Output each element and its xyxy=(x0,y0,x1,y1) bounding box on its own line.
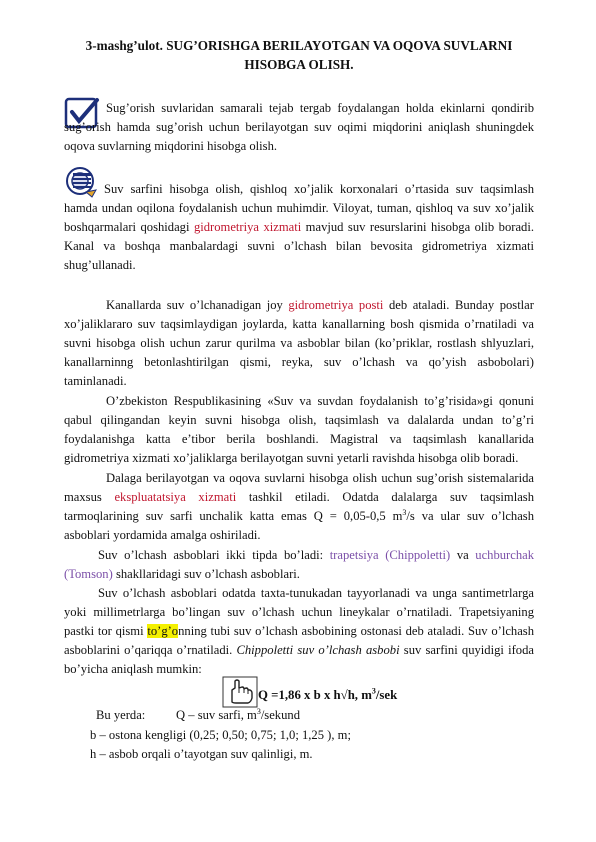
paragraph-1-text: Sug’orish suvlaridan samarali tejab tergab foydalangan holda ekinlarni qondirib sug’orish hamda sug’orish uchun berilayotgan suv oqimi miqdorini aniqlash shuningdek oqova suvlarning miqdorini hisobga olish. xyxy=(64,101,534,154)
paragraph-3-text-b: deb ataladi. Bunday postlar xo’jaliklararo suv taqsimlaydigan joylarda, katta kanallarning bosh qismida o’rnatiladi va suvni hisobga olish uchun zarur qurilma va asboblar bilan (ko’priklar, rostlash shlyuzlari, kanallarninng betonlashtirilgan qismi, reyka, suv o’lchash va qo’yish asbobolari) taminlanadi. xyxy=(64,298,534,389)
paragraph-6-text-b: va xyxy=(450,548,476,562)
paragraph-7 xyxy=(64,584,534,679)
paragraph-1 xyxy=(64,99,534,156)
paragraph-4 xyxy=(64,392,534,468)
where-line xyxy=(96,708,145,723)
paragraph-3 xyxy=(64,296,534,391)
pointing-hand-icon xyxy=(222,676,258,708)
where-b-text: b – ostona kengligi (0,25; 0,50; 0,75; 1,0; 1,25 ), m; xyxy=(90,728,351,742)
where-label: Bu yerda: xyxy=(96,708,146,722)
title-line-1: 3-mashg’ulot. SUG’ORISHGA BERILAYOTGAN VA OQOVA SUVLARNI xyxy=(85,38,513,53)
paragraph-7-text-c: suv sarfini quyidigi ifoda bo’yicha aniqlash mumkin: xyxy=(64,643,534,677)
paragraph-3-text-a: Kanallarda suv o’lchanadigan joy xyxy=(106,298,289,312)
formula-superscript: 3 xyxy=(371,686,376,696)
paragraph-2-text-a: Suv sarfini hisobga olish, qishloq xo’jalik korxonalari o’rtasida suv taqsimlash hamda undan oqilona foydalanish uchun muhimdir. Viloyat, tuman, qishloq va suv xo’jalik boshqarmalari qoshidagi xyxy=(64,182,534,235)
where-q xyxy=(176,708,300,723)
title-line-2: HISOBGA OLISH. xyxy=(244,57,354,72)
paragraph-2 xyxy=(64,180,534,275)
where-q-superscript: 3 xyxy=(256,706,261,716)
paragraph-5-text-c: /s va ular suv o’lchash asboblari yordamida amalga oshiriladi. xyxy=(64,509,535,543)
term-gidrometriya-xizmati: gidrometriya xizmati xyxy=(193,220,302,235)
paragraph-7-text-a: Suv o’lchash asboblari odatda taxta-tunukadan tayyorlanadi va unga santimetrlarga yoki millimetrlarga bo’lingan suv o’lchash uchun lineykalar o’rnatiladi. Trapetsiyaning pastki tor qismi xyxy=(64,586,534,639)
paragraph-6-text-c: shakllaridagi suv o’lchash asboblari. xyxy=(112,567,300,582)
paragraph-2-text-b: mavjud suv resurslarini hisobga olib boradi. Kanal va boshqa manbalardagi suvni o’lchash bilan bevosita gidrometriya xizmati shug’ullanadi. xyxy=(64,220,534,273)
paragraph-5-text-b: tashkil etiladi. Odatda dalalarga suv taqsimlash tarmoqlarining suv sarfi unchalik katta emas Q = 0,05-0,5 m xyxy=(64,490,534,524)
where-h-text: h – asbob orqali o’tayotgan suv qalinligi, m. xyxy=(90,747,313,761)
term-chippoletti: Chippoletti suv o’lchash asbobi xyxy=(236,643,400,658)
where-h xyxy=(90,747,313,762)
unit-superscript: 3 xyxy=(402,508,407,517)
formula xyxy=(258,688,397,703)
term-uchburchak: uchburchak (Tomson) xyxy=(64,548,535,582)
page-title xyxy=(64,36,534,74)
paragraph-6-text-a: Suv o’lchash asboblari ikki tipda bo’ladi: xyxy=(98,548,330,562)
term-ekspluatatsiya-xizmati: ekspluatatsiya xizmati xyxy=(114,490,237,505)
term-gidrometriya-posti: gidrometriya posti xyxy=(288,298,384,312)
where-q-text-a: Q – suv sarfi, m xyxy=(176,708,257,722)
highlighted-word: to’g’o xyxy=(147,624,179,639)
paragraph-6 xyxy=(64,546,534,584)
formula-text-b: /sek xyxy=(375,688,398,702)
paragraph-4-text: O’zbekiston Respublikasining «Suv va suvdan foydalanish to’g’risida»gi qonuni qabul qilingandan keyin suvni hisobga olish, taqsimlash va dalalarda undan to’g’ri foydalanishga katta e’tibor berila boshlandi. Magistral va taqsimlash kanallarida gidrometriya xizmati xo’jaliklarga berilayotgan suvni yetarli ravishda hisobga olib boradi. xyxy=(64,394,534,466)
paragraph-5-text-a: Dalaga berilayotgan va oqova suvlarni hisobga olish uchun sug’orish sistemalarida maxsus xyxy=(64,471,534,505)
where-b xyxy=(90,728,351,743)
paragraph-5 xyxy=(64,469,534,545)
paragraph-7-text-b: nning tubi suv o’lchash asbobining ostonasi deb ataladi. Suv o’lchash asboblarini o’qariqqa o’rnatiladi. xyxy=(64,624,535,658)
term-trapetsiya: trapetsiya (Chippoletti) xyxy=(329,548,451,562)
formula-text-a: Q =1,86 x b x h√h, m xyxy=(258,688,372,702)
where-q-text-b: /sekund xyxy=(260,708,300,722)
